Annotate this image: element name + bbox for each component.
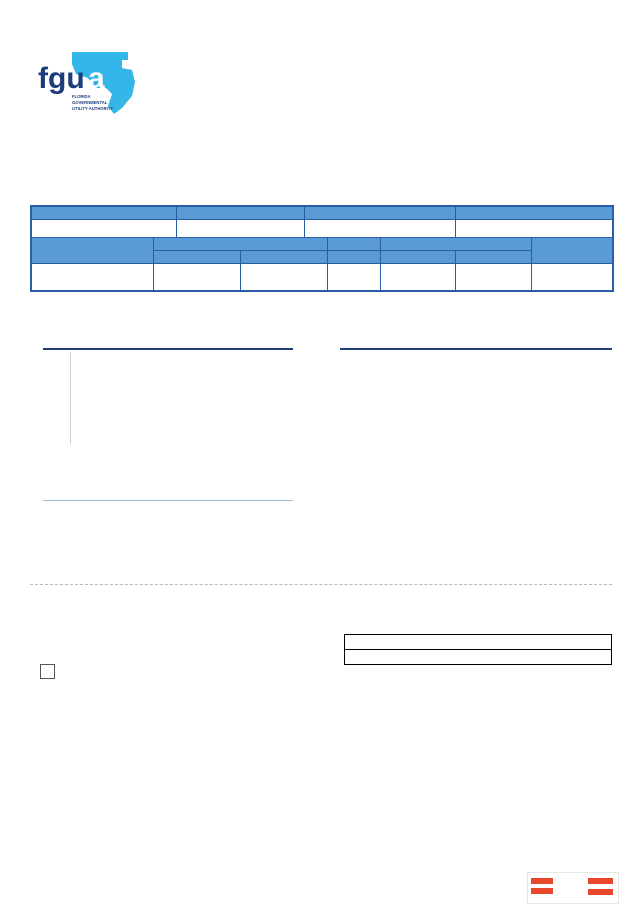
col-account-number: [32, 207, 177, 220]
col-to: [241, 251, 328, 264]
chart-x-axis: [70, 446, 308, 458]
billing-detail-divider: [340, 348, 612, 350]
svg-text:a: a: [88, 62, 105, 95]
value-usage: [531, 264, 612, 291]
col-usage: [531, 238, 612, 264]
col-current: [380, 251, 456, 264]
svg-text:UTILITY AUTHORITY: UTILITY AUTHORITY: [72, 106, 114, 111]
customer-postal-barcode: [62, 776, 292, 796]
col-statement-date: [305, 207, 456, 220]
svg-text:GOVERNMENTAL: GOVERNMENTAL: [72, 100, 108, 105]
col-service-address: [177, 207, 305, 220]
amount-enclosed-row[interactable]: [345, 649, 611, 664]
account-summary-table: [30, 205, 614, 292]
col-meter-number: [32, 238, 154, 264]
account-value-row: [32, 220, 613, 238]
value-account-number: [32, 220, 177, 238]
value-statement-date: [305, 220, 456, 238]
meter-header-row-1: [32, 238, 613, 251]
value-to-date: [241, 264, 328, 291]
watermark-logo: [527, 872, 619, 904]
remit-postal-barcode: [346, 756, 561, 770]
col-previous: [456, 251, 532, 264]
address-correction-checkbox[interactable]: [40, 664, 55, 679]
value-current-reading: [380, 264, 456, 291]
water-use-history-chart: [48, 352, 306, 444]
col-meter-reading: [380, 238, 531, 251]
amount-due-row: [345, 635, 611, 649]
perforation-line: [30, 584, 612, 585]
col-from: [154, 251, 241, 264]
fgua-logo: [36, 48, 146, 120]
value-due-date: [456, 220, 613, 238]
bill-header: [0, 0, 642, 200]
col-service-used: [154, 238, 328, 251]
account-header-row: [32, 207, 613, 220]
meter-value-row: [32, 264, 613, 291]
value-previous-reading: [456, 264, 532, 291]
value-from-date: [154, 264, 241, 291]
col-days-2: [328, 251, 380, 264]
amount-due-box: [344, 634, 612, 665]
value-service-address: [177, 220, 305, 238]
value-days: [328, 264, 380, 291]
chart-plot-area: [70, 352, 306, 444]
message-center-divider: [43, 500, 293, 501]
svg-text:fgu: fgu: [38, 62, 85, 95]
water-history-divider: [43, 348, 293, 350]
value-meter-number: [32, 264, 154, 291]
col-days-1: [328, 238, 380, 251]
col-due-date: [456, 207, 613, 220]
svg-text:FLORIDA: FLORIDA: [72, 94, 91, 99]
